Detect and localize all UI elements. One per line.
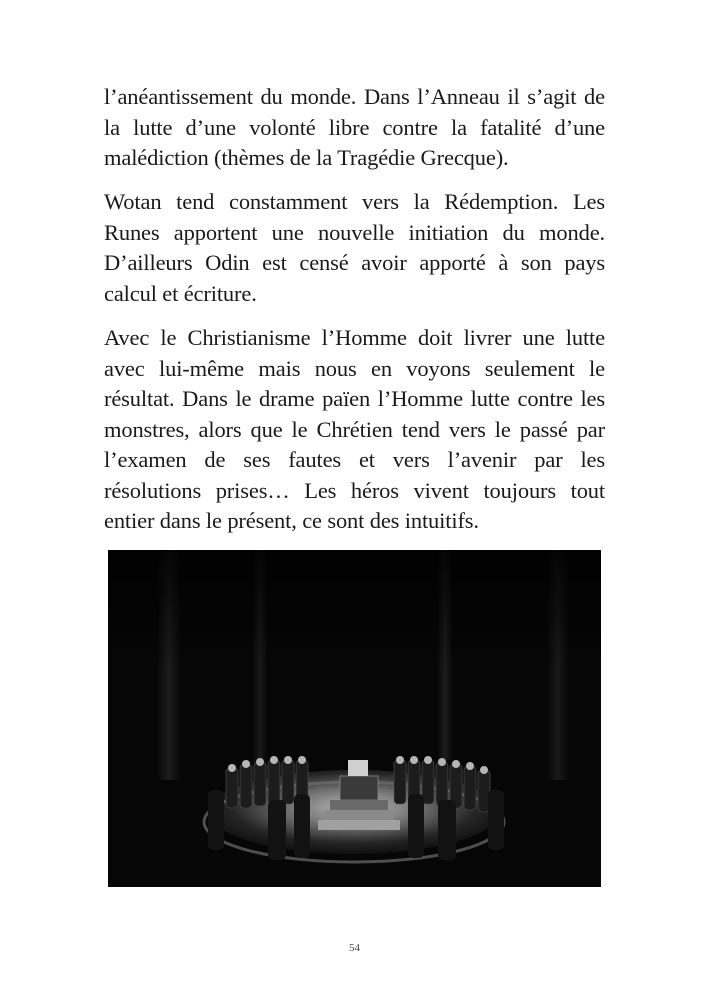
paragraph-3: [104, 323, 605, 537]
paragraph-text: Wotan tend constamment vers la Rédemption. Les Runes apportent une nouvelle initiation du monde. D’ailleurs Odin est censé avoir apporté à son pays calcul et écriture.: [104, 189, 605, 306]
paragraph-2: [104, 187, 605, 309]
paragraph-text: l’anéantissement du monde. Dans l’Anneau il s’agit de la lutte d’une volonté libre contre la fatalité d’une malédiction (thèmes de la Tragédie Grecque).: [104, 84, 605, 170]
stage-photo-illustration: [108, 550, 601, 887]
stage-photograph: [108, 550, 601, 887]
page-number: 54: [349, 942, 360, 954]
paragraph-text: Avec le Christianisme l’Homme doit livrer une lutte avec lui-même mais nous en voyons seulement le résultat. Dans le drame païen l’Homme lutte contre les monstres, alors que le Chrétien tend vers le passé par l’examen de ses fautes et vers l’avenir par les résolutions prises… Les héros vivent toujours tout entier dans le présent, ce sont des intuitifs.: [104, 325, 605, 533]
paragraph-1: [104, 82, 605, 174]
